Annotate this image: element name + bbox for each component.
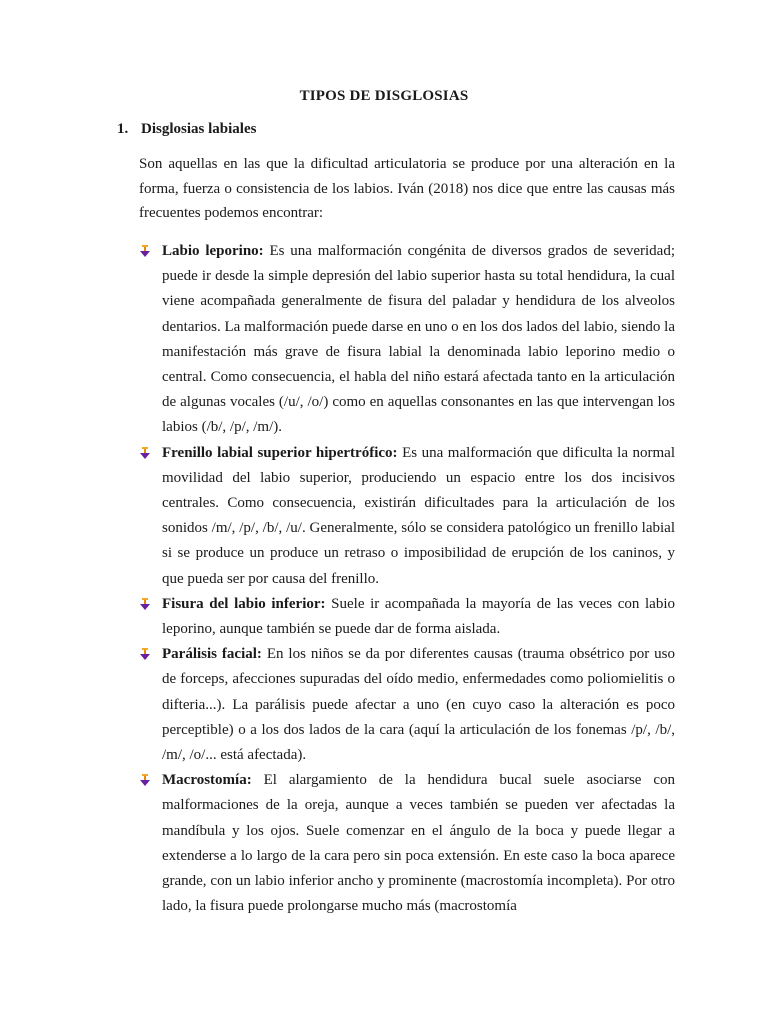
list-item [139,592,675,642]
arrow-bullet-icon [139,447,151,460]
list-item [139,441,675,592]
list-item-text: En los niños se da por diferentes causas (trauma obsétrico por uso de forceps, afecciones supuradas del oído medio, enfermedades como poliomielitis o difteria...). La parálisis puede afectar a uno (en cuyo caso la alteración es poco perceptible) o a los dos lados de la cara (aquí la articulación de los fonemas /p/, /b/, /m/, /o/... está afectada). [162,646,675,764]
section-heading-text: Disglosias labiales [141,121,257,137]
list-item [139,642,675,768]
list-item [139,239,675,441]
list-item [139,768,675,919]
list-item-text: Suele ir acompañada la mayoría de las veces con labio leporino, aunque también se puede dar de forma aislada. [162,595,676,638]
section-heading [117,121,256,138]
page-title: TIPOS DE DISGLOSIAS [299,88,469,104]
arrow-bullet-icon [139,648,151,661]
list-item-term: Fisura del labio inferior: [162,595,326,612]
list-item-term: Frenillo labial superior hipertrófico: [162,444,398,461]
list-item-term: Macrostomía: [162,772,252,789]
list-item-text: El alargamiento de la hendidura bucal suele asociarse con malformaciones de la oreja, aunque a veces también se pueden ver afectadas la mandíbula y los ojos. Suele comenzar en el ángulo de la boca y puede llegar a extenderse a lo largo de la cara pero sin poca extensión. En este caso la boca aparece grande, con un labio inferior ancho y prominente (macrostomía incompleta). Por otro lado, la fisura puede prolongarse mucho más (macrostomía [162,772,675,915]
arrow-bullet-icon [139,598,151,611]
section-number: 1. [117,121,129,137]
list-item-text: Es una malformación que dificulta la normal movilidad del labio superior, produciendo un espacio entre los dos incisivos centrales. Como consecuencia, existirán dificultades para la articulación de los sonidos /m/, /p/, /b/, /u/. Generalmente, sólo se considera patológico un frenillo labial si se produce un produce un retraso o imposibilidad de erupción de los caninos, y que pueda ser por causa del frenillo. [162,444,675,587]
list-item-text: Es una malformación congénita de diversos grados de severidad; puede ir desde la simple depresión del labio superior hasta su total hendidura, la cual viene acompañada generalmente de fisura del paladar y hendidura de los alveolos dentarios. La malformación puede darse en uno o en los dos lados del labio, siendo la manifestación más grave de fisura labial la denominada labio leporino medio o central. Como consecuencia, el habla del niño estará afectada tanto en la articulación de algunas vocales (/u/, /o/) como en aquellas consonantes en las que intervengan los labios (/b/, /p/, /m/). [162,243,675,436]
causes-list [139,239,675,919]
arrow-bullet-icon [139,245,151,258]
intro-paragraph: Son aquellas en las que la dificultad articulatoria se produce por una alteración en la forma, fuerza o consistencia de los labios. Iván (2018) nos dice que entre las causas más frecuentes podemos encontrar: [139,156,675,221]
list-item-term: Parálisis facial: [162,646,262,663]
list-item-term: Labio leporino: [162,243,264,259]
arrow-bullet-icon [139,774,151,787]
